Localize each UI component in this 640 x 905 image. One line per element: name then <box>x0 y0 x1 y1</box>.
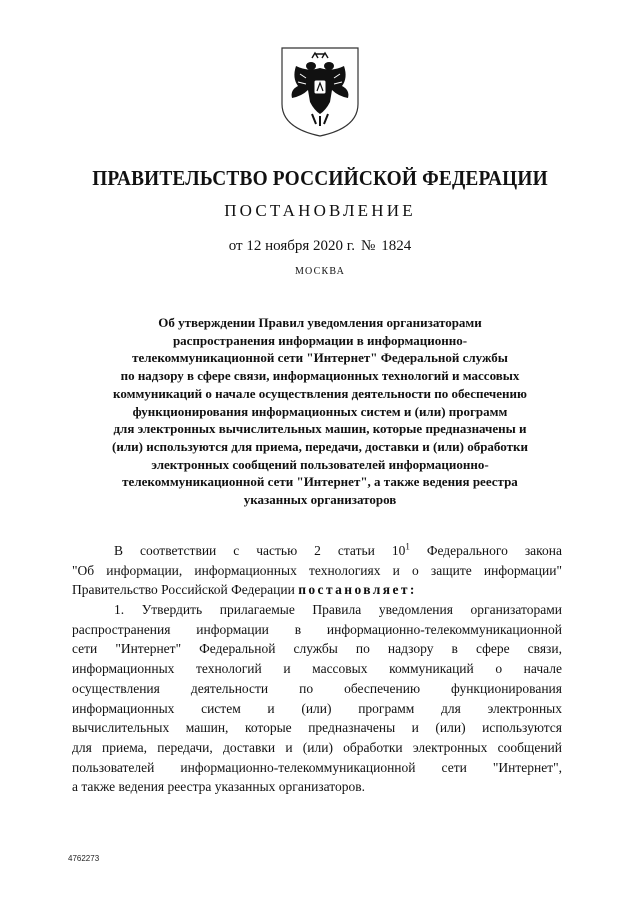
item-1-line: для приема, передачи, доставки и (или) обработки электронных сообщений <box>72 739 562 755</box>
heading-line: электронных сообщений пользователей информационно- <box>151 456 489 472</box>
heading-line: указанных организаторов <box>243 492 397 508</box>
government-title: ПРАВИТЕЛЬСТВО РОССИЙСКОЙ ФЕДЕРАЦИИ <box>92 166 548 190</box>
heading-line: (или) используются для приема, передачи, доставки и (или) обработки <box>112 438 528 454</box>
document-date-line <box>0 238 640 255</box>
item-1-line: информационных систем и (или) программ для электронных <box>72 700 562 716</box>
heading-line: распространения информации в информационно- <box>172 332 468 348</box>
item-1-line: а также ведения реестра указанных организаторов. <box>72 779 365 795</box>
preamble-line: В соответствии с частью 2 статьи $10^1$ Федерального закона <box>114 541 562 558</box>
document-type: ПОСТАНОВЛЕНИЕ <box>224 201 416 220</box>
preamble-line: "Об информации, информационных технологиях и о защите информации" <box>72 562 562 578</box>
document-number: 1824 <box>381 238 412 254</box>
document-date: от 12 ноября 2020 г. <box>228 238 355 254</box>
heading-line: для электронных вычислительных машин, которые предназначены и <box>113 421 527 437</box>
document-city: МОСКВА <box>294 266 346 277</box>
heading-line: коммуникаций о начале осуществления деятельности по обеспечению <box>113 385 527 401</box>
item-1-line: распространения информации в информационно-телекоммуникационной <box>72 621 562 637</box>
item-1-line: 1. Утвердить прилагаемые Правила уведомления организаторами <box>114 602 562 618</box>
item-1-line: пользователей информационно-телекоммуникационной сети "Интернет", <box>72 759 562 775</box>
document-body <box>72 541 562 797</box>
heading-line: телекоммуникационной сети "Интернет", а также ведения реестра <box>122 474 518 490</box>
number-sign: № <box>360 238 376 254</box>
article-superscript: 1 <box>405 541 410 552</box>
item-1-line: информационных технологий и массовых коммуникаций о начале <box>72 661 562 677</box>
heading-line: телекоммуникационной сети "Интернет" Федеральной службы <box>132 350 508 366</box>
heading-line: по надзору в сфере связи, информационных технологий и массовых <box>120 368 520 384</box>
document-code: 4762273 <box>68 854 100 863</box>
document-heading <box>70 314 570 509</box>
item-1-line: осуществления деятельности по обеспечению функционирования <box>72 680 562 696</box>
russian-coat-of-arms-icon <box>276 44 364 140</box>
item-1-line: сети "Интернет" Федеральной службы по надзору в сфере связи, <box>72 641 562 657</box>
preamble-line: Правительство Российской Федерации постановляет: <box>72 582 417 598</box>
heading-line: функционирования информационных систем и (или) программ <box>132 403 508 419</box>
item-1-line: вычислительных машин, которые предназначены и (или) используются <box>72 720 562 736</box>
resolves-keyword: постановляет: <box>298 582 417 598</box>
heading-line: Об утверждении Правил уведомления организаторами <box>158 315 482 330</box>
